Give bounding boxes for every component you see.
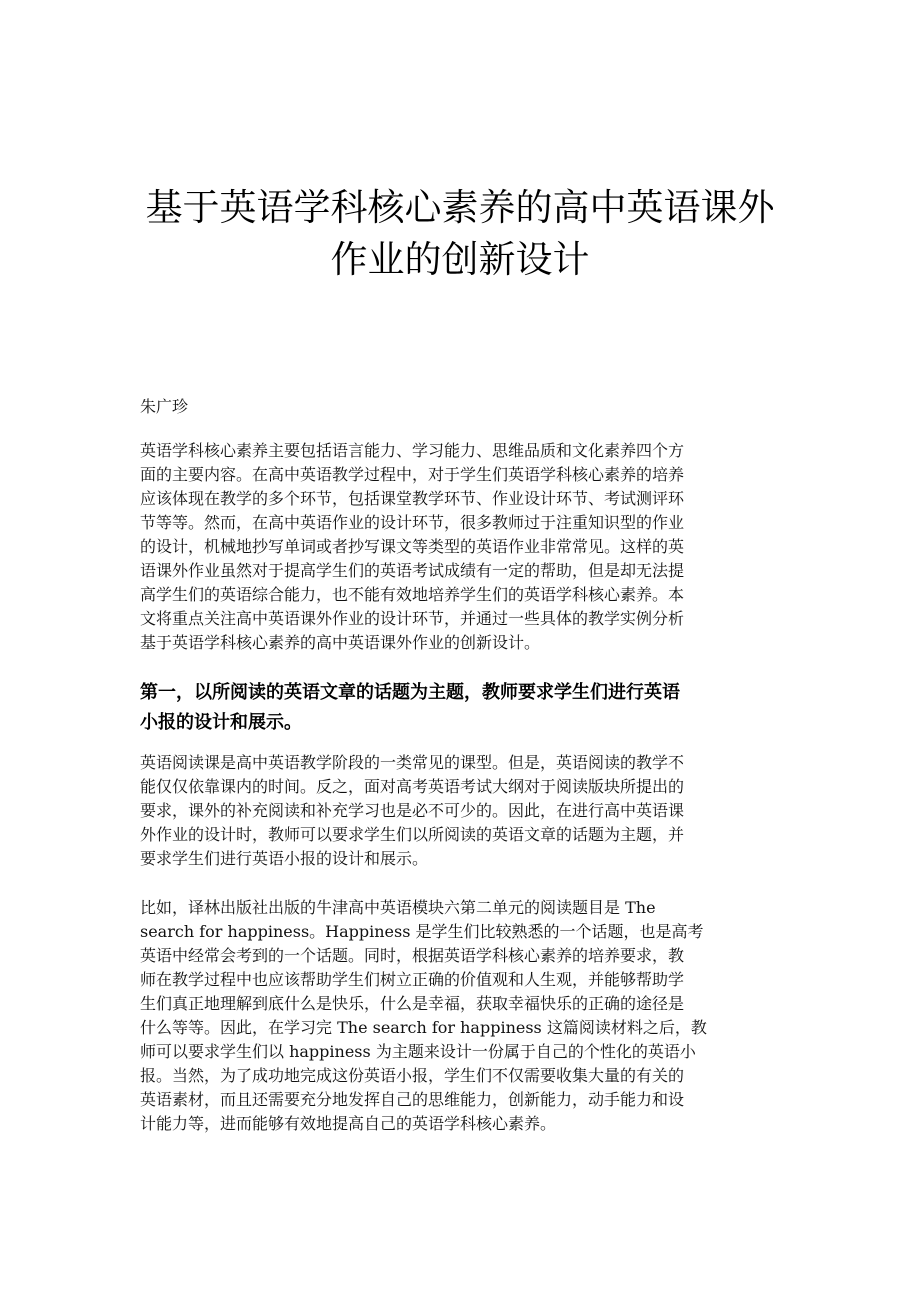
text-line: 语课外作业虽然对于提高学生们的英语考试成绩有一定的帮助，但是却无法提 <box>140 561 685 580</box>
text-line: 师可以要求学生们以 happiness 为主题来设计一份属于自己的个性化的英语小 <box>140 1042 696 1061</box>
body-paragraph-1 <box>140 751 780 871</box>
text-line: 能仅仅依靠课内的时间。反之，面对高考英语考试大纲对于阅读版块所提出的 <box>140 777 685 796</box>
text-line: 要求，课外的补充阅读和补充学习也是必不可少的。因此，在进行高中英语课 <box>140 801 685 820</box>
text-line: 要求学生们进行英语小报的设计和展示。 <box>140 849 429 868</box>
text-line: 高学生们的英语综合能力，也不能有效地培养学生们的英语学科核心素养。本 <box>140 585 685 604</box>
text-line: 计能力等，进而能够有效地提高自己的英语学科核心素养。 <box>140 1114 557 1133</box>
text-line: 生们真正地理解到底什么是快乐，什么是幸福，获取幸福快乐的正确的途径是 <box>140 994 685 1013</box>
text-line: 什么等等。因此，在学习完 The search for happiness 这篇阅读材料之后，教 <box>140 1018 707 1037</box>
document-title <box>100 182 820 286</box>
text-line: 文将重点关注高中英语课外作业的设计环节，并通过一些具体的教学实例分析 <box>140 609 685 628</box>
text-line: 面的主要内容。在高中英语教学过程中，对于学生们英语学科核心素养的培养 <box>140 465 685 484</box>
title-line: 基于英语学科核心素养的高中英语课外 <box>145 186 775 229</box>
text-line: 应该体现在教学的多个环节，包括课堂教学环节、作业设计环节、考试测评环 <box>140 489 685 508</box>
abstract-paragraph <box>140 439 780 655</box>
text-line: 报。当然，为了成功地完成这份英语小报，学生们不仅需要收集大量的有关的 <box>140 1066 685 1085</box>
body-paragraph-2 <box>140 896 780 1136</box>
text-line: 英语阅读课是高中英语教学阶段的一类常见的课型。但是，英语阅读的教学不 <box>140 753 685 772</box>
text-line: 比如，译林出版社出版的牛津高中英语模块六第二单元的阅读题目是 The <box>140 898 656 917</box>
author-name: 朱广珍 <box>140 397 189 416</box>
heading-line: 第一，以所阅读的英语文章的话题为主题，教师要求学生们进行英语 <box>140 682 680 703</box>
text-line: 外作业的设计时，教师可以要求学生们以所阅读的英语文章的话题为主题，并 <box>140 825 685 844</box>
text-line: 英语中经常会考到的一个话题。同时，根据英语学科核心素养的培养要求，教 <box>140 946 685 965</box>
text-line: search for happiness。Happiness 是学生们比较熟悉的一个话题，也是高考 <box>140 922 704 941</box>
text-line: 英语素材，而且还需要充分地发挥自己的思维能力，创新能力，动手能力和设 <box>140 1090 685 1109</box>
text-line: 的设计，机械地抄写单词或者抄写课文等类型的英语作业非常常见。这样的英 <box>140 537 685 556</box>
text-line: 节等等。然而，在高中英语作业的设计环节，很多教师过于注重知识型的作业 <box>140 513 685 532</box>
text-line: 英语学科核心素养主要包括语言能力、学习能力、思维品质和文化素养四个方 <box>140 441 685 460</box>
text-line: 基于英语学科核心素养的高中英语课外作业的创新设计。 <box>140 633 541 652</box>
title-line: 作业的创新设计 <box>330 238 590 281</box>
section-heading <box>140 678 780 738</box>
heading-line: 小报的设计和展示。 <box>140 712 302 733</box>
text-line: 师在教学过程中也应该帮助学生们树立正确的价值观和人生观，并能够帮助学 <box>140 970 685 989</box>
